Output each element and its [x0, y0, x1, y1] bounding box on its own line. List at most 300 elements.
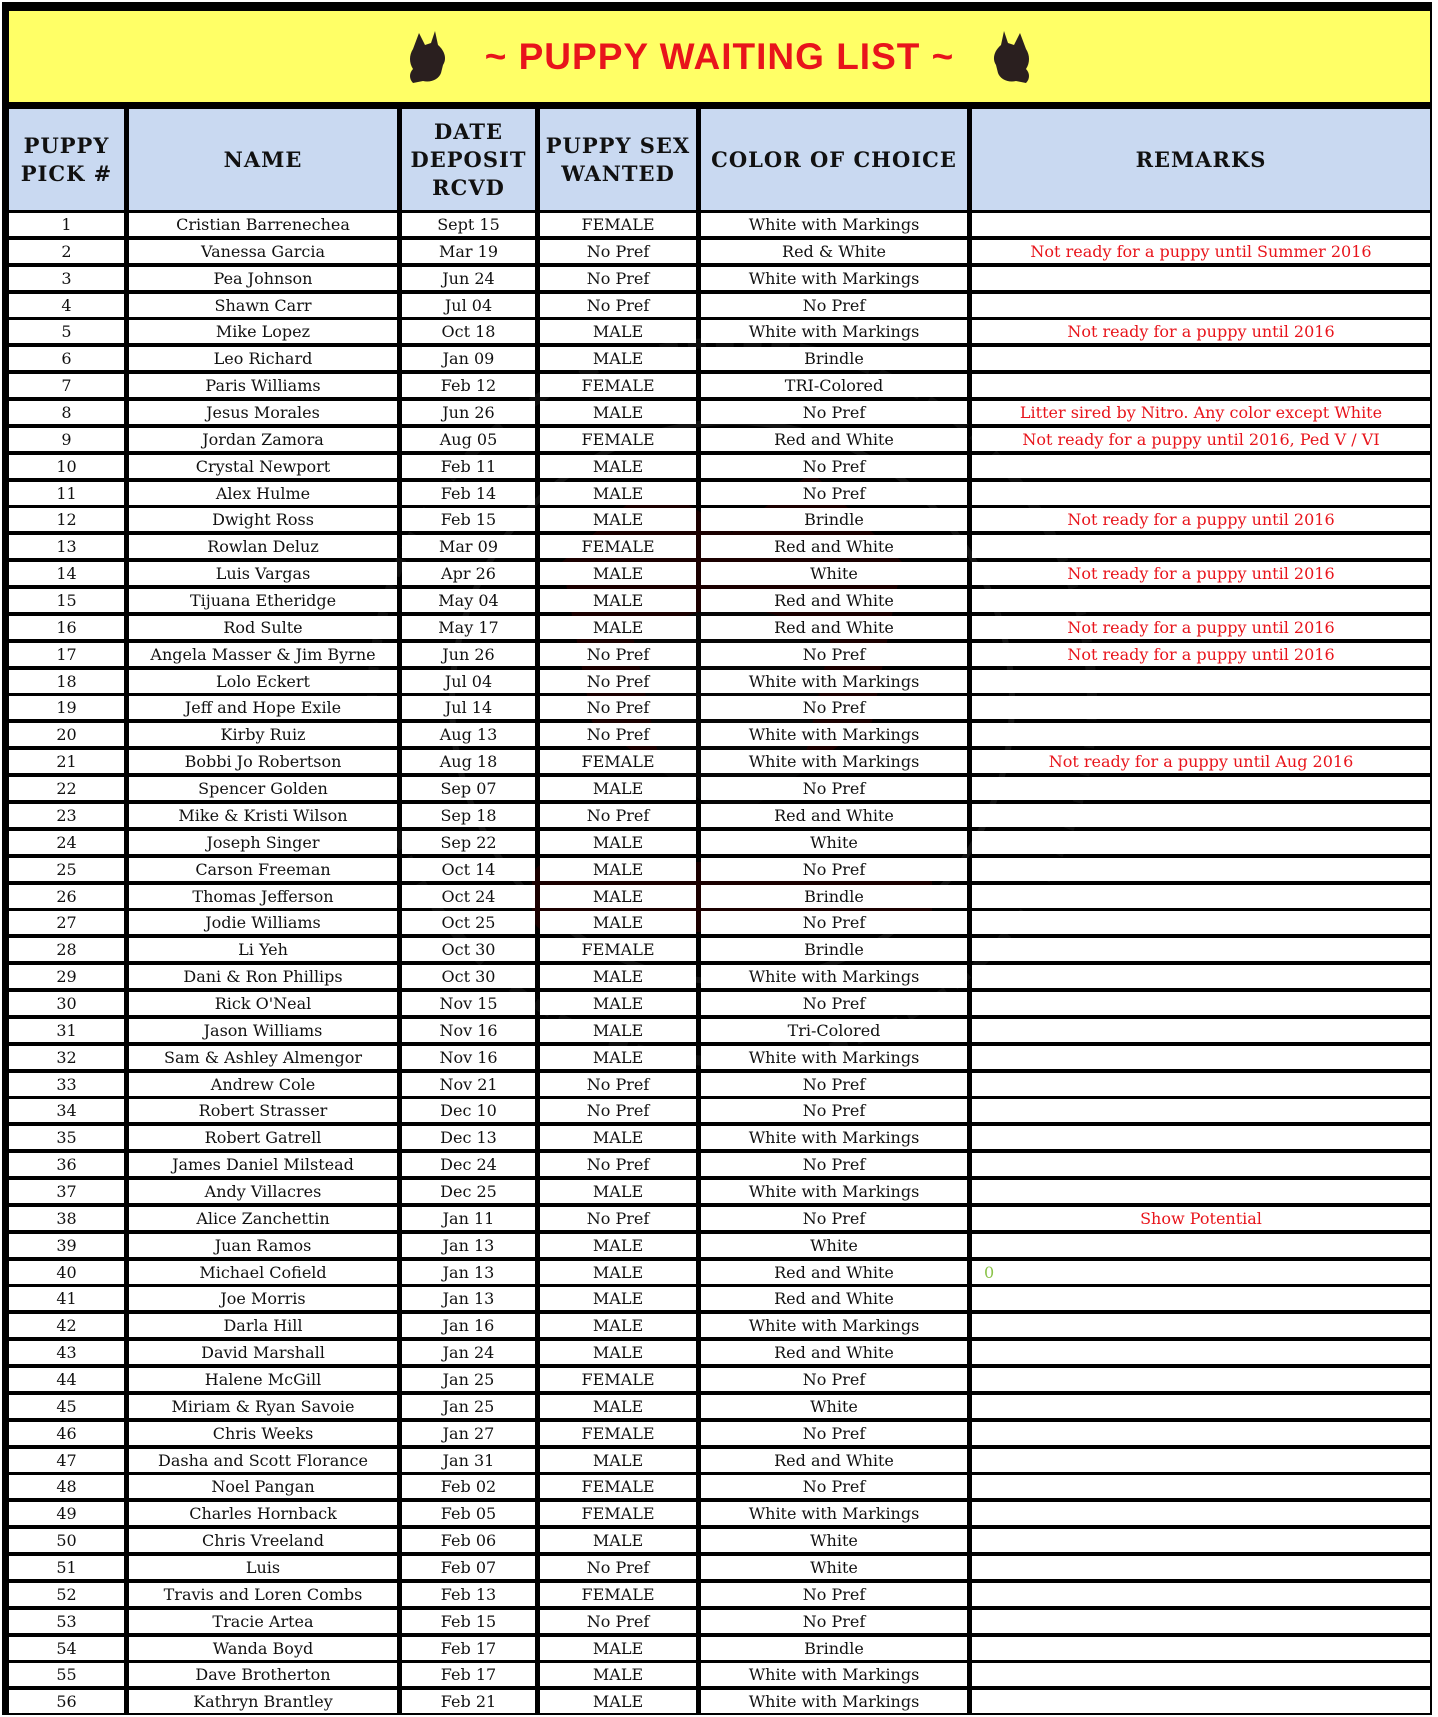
table-row	[2, 401, 1432, 424]
table-row	[2, 723, 1432, 746]
table-row	[2, 1637, 1432, 1660]
color-cell: Red and White	[701, 804, 967, 827]
color-cell: White	[701, 1529, 967, 1552]
remarks-cell	[972, 482, 1430, 505]
remarks-cell	[972, 1180, 1430, 1203]
sex-cell: MALE	[540, 831, 696, 854]
sex-cell: No Pref	[540, 1207, 696, 1230]
remarks-cell	[972, 1663, 1430, 1686]
remarks-cell	[972, 858, 1430, 881]
date-cell: Oct 25	[402, 911, 535, 934]
remarks-cell	[972, 1046, 1430, 1069]
pick-number-cell: 27	[9, 911, 124, 934]
name-cell: Dasha and Scott Florance	[129, 1449, 397, 1472]
table-row	[2, 858, 1432, 881]
table-row	[2, 831, 1432, 854]
table-row	[2, 374, 1432, 397]
sex-cell: MALE	[540, 616, 696, 639]
name-cell: Mike & Kristi Wilson	[129, 804, 397, 827]
remarks-cell	[972, 347, 1430, 370]
color-cell: No Pref	[701, 1475, 967, 1498]
table-row	[2, 1610, 1432, 1633]
date-cell: Oct 30	[402, 965, 535, 988]
date-cell: May 17	[402, 616, 535, 639]
date-cell: Nov 21	[402, 1073, 535, 1096]
color-cell: Red and White	[701, 1449, 967, 1472]
header-name: NAME	[129, 109, 397, 210]
table-row	[2, 1368, 1432, 1391]
name-cell: Shawn Carr	[129, 294, 397, 317]
name-cell: Joe Morris	[129, 1287, 397, 1310]
sex-cell: MALE	[540, 911, 696, 934]
date-cell: Sep 18	[402, 804, 535, 827]
table-row	[2, 1073, 1432, 1096]
name-cell: Juan Ramos	[129, 1234, 397, 1257]
name-cell: Rod Sulte	[129, 616, 397, 639]
color-cell: White with Markings	[701, 965, 967, 988]
color-cell: Brindle	[701, 885, 967, 908]
sex-cell: MALE	[540, 1637, 696, 1660]
color-cell: White with Markings	[701, 320, 967, 343]
table-row	[2, 1422, 1432, 1445]
name-cell: Bobbi Jo Robertson	[129, 750, 397, 773]
remarks-cell	[972, 589, 1430, 612]
pick-number-cell: 51	[9, 1556, 124, 1579]
sex-cell: No Pref	[540, 1610, 696, 1633]
sex-cell: MALE	[540, 1261, 696, 1284]
remarks-cell	[972, 1395, 1430, 1418]
color-cell: Tri-Colored	[701, 1019, 967, 1042]
sex-cell: MALE	[540, 1690, 696, 1713]
name-cell: Andy Villacres	[129, 1180, 397, 1203]
waiting-list-sheet	[2, 2, 1432, 1715]
pick-number-cell: 33	[9, 1073, 124, 1096]
name-cell: Li Yeh	[129, 938, 397, 961]
sex-cell: No Pref	[540, 1556, 696, 1579]
table-row	[2, 750, 1432, 773]
table-row	[2, 965, 1432, 988]
date-cell: Jun 26	[402, 643, 535, 666]
remarks-cell: Not ready for a puppy until 2016	[972, 508, 1430, 531]
pick-number-cell: 53	[9, 1610, 124, 1633]
name-cell: Jason Williams	[129, 1019, 397, 1042]
sex-cell: MALE	[540, 1341, 696, 1364]
sex-cell: MALE	[540, 858, 696, 881]
table-row	[2, 508, 1432, 531]
sex-cell: FEMALE	[540, 1368, 696, 1391]
remarks-cell: Not ready for a puppy until 2016	[972, 320, 1430, 343]
table-row	[2, 1314, 1432, 1337]
title-band	[9, 11, 1430, 102]
sex-cell: No Pref	[540, 643, 696, 666]
color-cell: White with Markings	[701, 750, 967, 773]
sex-cell: MALE	[540, 1234, 696, 1257]
date-cell: Jul 04	[402, 670, 535, 693]
sex-cell: FEMALE	[540, 535, 696, 558]
sex-cell: No Pref	[540, 267, 696, 290]
remarks-cell	[972, 696, 1430, 719]
pick-number-cell: 14	[9, 562, 124, 585]
table-row	[2, 1502, 1432, 1525]
sex-cell: MALE	[540, 482, 696, 505]
remarks-cell	[972, 938, 1430, 961]
sex-cell: MALE	[540, 508, 696, 531]
name-cell: Paris Williams	[129, 374, 397, 397]
pick-number-cell: 20	[9, 723, 124, 746]
date-cell: Feb 13	[402, 1583, 535, 1606]
date-cell: Oct 14	[402, 858, 535, 881]
name-cell: Michael Cofield	[129, 1261, 397, 1284]
pick-number-cell: 37	[9, 1180, 124, 1203]
date-cell: Aug 05	[402, 428, 535, 451]
pick-number-cell: 21	[9, 750, 124, 773]
name-cell: Alice Zanchettin	[129, 1207, 397, 1230]
remarks-cell	[972, 965, 1430, 988]
date-cell: Dec 13	[402, 1126, 535, 1149]
remarks-cell	[972, 723, 1430, 746]
remarks-cell	[972, 1556, 1430, 1579]
pick-number-cell: 11	[9, 482, 124, 505]
date-cell: Feb 11	[402, 455, 535, 478]
name-cell: Kathryn Brantley	[129, 1690, 397, 1713]
name-cell: Mike Lopez	[129, 320, 397, 343]
date-cell: Feb 05	[402, 1502, 535, 1525]
table-row	[2, 1663, 1432, 1686]
table-row	[2, 1180, 1432, 1203]
sex-cell: MALE	[540, 1126, 696, 1149]
pick-number-cell: 9	[9, 428, 124, 451]
sex-cell: MALE	[540, 965, 696, 988]
sex-cell: FEMALE	[540, 1422, 696, 1445]
date-cell: Feb 15	[402, 508, 535, 531]
pick-number-cell: 19	[9, 696, 124, 719]
table-row	[2, 1475, 1432, 1498]
color-cell: Brindle	[701, 938, 967, 961]
pick-number-cell: 42	[9, 1314, 124, 1337]
date-cell: May 04	[402, 589, 535, 612]
remarks-cell	[972, 1583, 1430, 1606]
date-cell: Sept 15	[402, 213, 535, 236]
name-cell: Luis	[129, 1556, 397, 1579]
date-cell: Feb 06	[402, 1529, 535, 1552]
name-cell: Alex Hulme	[129, 482, 397, 505]
pick-number-cell: 31	[9, 1019, 124, 1042]
remarks-cell	[972, 1126, 1430, 1149]
sex-cell: FEMALE	[540, 1502, 696, 1525]
color-cell: White with Markings	[701, 723, 967, 746]
remarks-cell	[972, 804, 1430, 827]
remarks-cell	[972, 1099, 1430, 1122]
remarks-cell	[972, 1234, 1430, 1257]
color-cell: White with Markings	[701, 1180, 967, 1203]
remarks-cell: Not ready for a puppy until 2016	[972, 616, 1430, 639]
color-cell: Red & White	[701, 240, 967, 263]
color-cell: White	[701, 831, 967, 854]
color-cell: Brindle	[701, 1637, 967, 1660]
table-row	[2, 482, 1432, 505]
pick-number-cell: 43	[9, 1341, 124, 1364]
remarks-cell	[972, 777, 1430, 800]
name-cell: Dave Brotherton	[129, 1663, 397, 1686]
name-cell: Dwight Ross	[129, 508, 397, 531]
sex-cell: No Pref	[540, 1099, 696, 1122]
table-row	[2, 1341, 1432, 1364]
remarks-cell	[972, 1287, 1430, 1310]
remarks-cell	[972, 885, 1430, 908]
name-cell: Noel Pangan	[129, 1475, 397, 1498]
table-row	[2, 213, 1432, 236]
name-cell: Kirby Ruiz	[129, 723, 397, 746]
color-cell: No Pref	[701, 482, 967, 505]
color-cell: Red and White	[701, 589, 967, 612]
sex-cell: MALE	[540, 1395, 696, 1418]
remarks-cell	[972, 1341, 1430, 1364]
name-cell: Andrew Cole	[129, 1073, 397, 1096]
name-cell: Robert Strasser	[129, 1099, 397, 1122]
sex-cell: FEMALE	[540, 213, 696, 236]
color-cell: Red and White	[701, 1341, 967, 1364]
pick-number-cell: 40	[9, 1261, 124, 1284]
remarks-cell	[972, 992, 1430, 1015]
sex-cell: MALE	[540, 1449, 696, 1472]
pick-number-cell: 35	[9, 1126, 124, 1149]
table-row	[2, 992, 1432, 1015]
table-row	[2, 1529, 1432, 1552]
remarks-cell: Not ready for a puppy until Summer 2016	[972, 240, 1430, 263]
name-cell: Lolo Eckert	[129, 670, 397, 693]
color-cell: White with Markings	[701, 1314, 967, 1337]
table-row	[2, 1690, 1432, 1713]
remarks-cell	[972, 1502, 1430, 1525]
sex-cell: MALE	[540, 1180, 696, 1203]
date-cell: Oct 24	[402, 885, 535, 908]
remarks-cell	[972, 1153, 1430, 1176]
pick-number-cell: 8	[9, 401, 124, 424]
color-cell: Brindle	[701, 508, 967, 531]
date-cell: Jan 13	[402, 1287, 535, 1310]
remarks-cell	[972, 1449, 1430, 1472]
sex-cell: MALE	[540, 777, 696, 800]
table-row	[2, 1126, 1432, 1149]
table-row	[2, 670, 1432, 693]
table-row	[2, 320, 1432, 343]
sex-cell: No Pref	[540, 1153, 696, 1176]
remarks-cell	[972, 1368, 1430, 1391]
sex-cell: MALE	[540, 347, 696, 370]
color-cell: White with Markings	[701, 267, 967, 290]
date-cell: Feb 12	[402, 374, 535, 397]
name-cell: David Marshall	[129, 1341, 397, 1364]
sex-cell: MALE	[540, 401, 696, 424]
pick-number-cell: 7	[9, 374, 124, 397]
pick-number-cell: 26	[9, 885, 124, 908]
pick-number-cell: 41	[9, 1287, 124, 1310]
color-cell: Red and White	[701, 1287, 967, 1310]
pick-number-cell: 4	[9, 294, 124, 317]
remarks-cell	[972, 1073, 1430, 1096]
color-cell: Red and White	[701, 616, 967, 639]
date-cell: Feb 14	[402, 482, 535, 505]
color-cell: No Pref	[701, 911, 967, 934]
remarks-cell	[972, 374, 1430, 397]
pick-number-cell: 3	[9, 267, 124, 290]
date-cell: Sep 22	[402, 831, 535, 854]
name-cell: Angela Masser & Jim Byrne	[129, 643, 397, 666]
color-cell: No Pref	[701, 858, 967, 881]
sex-cell: MALE	[540, 1287, 696, 1310]
color-cell: No Pref	[701, 1368, 967, 1391]
sex-cell: No Pref	[540, 723, 696, 746]
name-cell: Jordan Zamora	[129, 428, 397, 451]
sex-cell: MALE	[540, 1046, 696, 1069]
sex-cell: No Pref	[540, 696, 696, 719]
sex-cell: FEMALE	[540, 938, 696, 961]
color-cell: No Pref	[701, 401, 967, 424]
pick-number-cell: 6	[9, 347, 124, 370]
date-cell: Mar 09	[402, 535, 535, 558]
pick-number-cell: 52	[9, 1583, 124, 1606]
name-cell: Jesus Morales	[129, 401, 397, 424]
date-cell: Feb 07	[402, 1556, 535, 1579]
remarks-cell	[972, 1314, 1430, 1337]
date-cell: Feb 21	[402, 1690, 535, 1713]
color-cell: White with Markings	[701, 1046, 967, 1069]
sex-cell: MALE	[540, 1529, 696, 1552]
pick-number-cell: 12	[9, 508, 124, 531]
remarks-cell	[972, 911, 1430, 934]
color-cell: White	[701, 562, 967, 585]
table-row	[2, 1583, 1432, 1606]
name-cell: Travis and Loren Combs	[129, 1583, 397, 1606]
color-cell: Red and White	[701, 535, 967, 558]
name-cell: Wanda Boyd	[129, 1637, 397, 1660]
remarks-cell	[972, 1422, 1430, 1445]
table-row	[2, 1099, 1432, 1122]
date-cell: Feb 02	[402, 1475, 535, 1498]
table-row	[2, 535, 1432, 558]
sex-cell: FEMALE	[540, 374, 696, 397]
color-cell: No Pref	[701, 1207, 967, 1230]
remarks-cell: Litter sired by Nitro. Any color except White	[972, 401, 1430, 424]
pick-number-cell: 34	[9, 1099, 124, 1122]
sex-cell: No Pref	[540, 240, 696, 263]
date-cell: Dec 25	[402, 1180, 535, 1203]
remarks-cell	[972, 267, 1430, 290]
sex-cell: FEMALE	[540, 1475, 696, 1498]
name-cell: Leo Richard	[129, 347, 397, 370]
remarks-cell: Not ready for a puppy until 2016	[972, 643, 1430, 666]
table-row	[2, 589, 1432, 612]
table-row	[2, 643, 1432, 666]
date-cell: Nov 15	[402, 992, 535, 1015]
date-cell: Jan 31	[402, 1449, 535, 1472]
pick-number-cell: 55	[9, 1663, 124, 1686]
name-cell: Rowlan Deluz	[129, 535, 397, 558]
sex-cell: FEMALE	[540, 750, 696, 773]
name-cell: Luis Vargas	[129, 562, 397, 585]
name-cell: Jodie Williams	[129, 911, 397, 934]
remarks-cell	[972, 294, 1430, 317]
color-cell: Red and White	[701, 1261, 967, 1284]
dog-head-icon	[405, 29, 451, 85]
color-cell: No Pref	[701, 643, 967, 666]
name-cell: Rick O'Neal	[129, 992, 397, 1015]
sex-cell: No Pref	[540, 670, 696, 693]
sex-cell: MALE	[540, 885, 696, 908]
color-cell: White	[701, 1556, 967, 1579]
sex-cell: No Pref	[540, 294, 696, 317]
pick-number-cell: 32	[9, 1046, 124, 1069]
pick-number-cell: 23	[9, 804, 124, 827]
remarks-cell	[972, 1637, 1430, 1660]
table-row	[2, 455, 1432, 478]
name-cell: Cristian Barrenechea	[129, 213, 397, 236]
sex-cell: MALE	[540, 455, 696, 478]
color-cell: White with Markings	[701, 213, 967, 236]
date-cell: Jan 27	[402, 1422, 535, 1445]
table-row	[2, 696, 1432, 719]
remarks-cell: Show Potential	[972, 1207, 1430, 1230]
pick-number-cell: 24	[9, 831, 124, 854]
table-row	[2, 777, 1432, 800]
color-cell: No Pref	[701, 1153, 967, 1176]
sex-cell: MALE	[540, 1663, 696, 1686]
pick-number-cell: 49	[9, 1502, 124, 1525]
pick-number-cell: 5	[9, 320, 124, 343]
header-color: COLOR OF CHOICE	[701, 109, 967, 210]
remarks-cell	[972, 1529, 1430, 1552]
color-cell: No Pref	[701, 992, 967, 1015]
color-cell: TRI-Colored	[701, 374, 967, 397]
sex-cell: FEMALE	[540, 428, 696, 451]
name-cell: James Daniel Milstead	[129, 1153, 397, 1176]
table-row	[2, 240, 1432, 263]
header-sex: PUPPY SEX WANTED	[540, 109, 696, 210]
date-cell: Oct 18	[402, 320, 535, 343]
color-cell: No Pref	[701, 696, 967, 719]
date-cell: Mar 19	[402, 240, 535, 263]
table-row	[2, 616, 1432, 639]
pick-number-cell: 44	[9, 1368, 124, 1391]
sex-cell: MALE	[540, 562, 696, 585]
color-cell: White with Markings	[701, 670, 967, 693]
pick-number-cell: 18	[9, 670, 124, 693]
date-cell: Feb 17	[402, 1637, 535, 1660]
name-cell: Miriam & Ryan Savoie	[129, 1395, 397, 1418]
date-cell: Apr 26	[402, 562, 535, 585]
pick-number-cell: 1	[9, 213, 124, 236]
remarks-cell	[972, 1690, 1430, 1713]
table-row	[2, 1395, 1432, 1418]
color-cell: No Pref	[701, 455, 967, 478]
sex-cell: MALE	[540, 1019, 696, 1042]
pick-number-cell: 30	[9, 992, 124, 1015]
pick-number-cell: 38	[9, 1207, 124, 1230]
name-cell: Tijuana Etheridge	[129, 589, 397, 612]
name-cell: Vanessa Garcia	[129, 240, 397, 263]
date-cell: Feb 15	[402, 1610, 535, 1633]
name-cell: Chris Vreeland	[129, 1529, 397, 1552]
table-row	[2, 1019, 1432, 1042]
pick-number-cell: 47	[9, 1449, 124, 1472]
pick-number-cell: 50	[9, 1529, 124, 1552]
remarks-cell	[972, 455, 1430, 478]
pick-number-cell: 46	[9, 1422, 124, 1445]
sex-cell: MALE	[540, 320, 696, 343]
name-cell: Halene McGill	[129, 1368, 397, 1391]
pick-number-cell: 28	[9, 938, 124, 961]
table-row	[2, 1449, 1432, 1472]
